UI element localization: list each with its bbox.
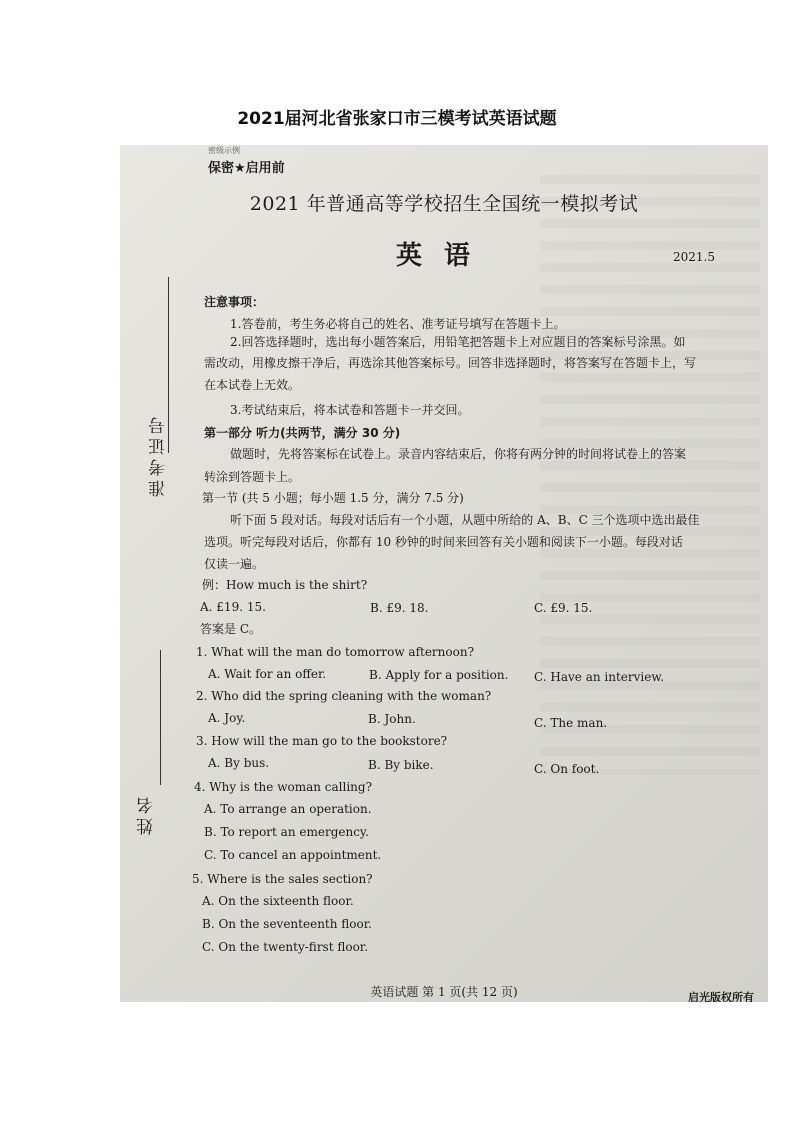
question-4-option-c: C. To cancel an appointment. [204,848,382,862]
section1-heading: 第一节 (共 5 小题；每小题 1.5 分，满分 7.5 分) [202,491,464,505]
question-1-option-c: C. Have an interview. [534,670,665,684]
notice-heading: 注意事项： [204,295,265,309]
name-line [160,650,161,785]
header-stamp: 密级示例 [208,146,240,155]
exam-title: 2021 年普通高等学校招生全国统一模拟考试 [249,193,639,215]
section1-instr-c: 仅读一遍。 [204,557,265,571]
question-2-option-c: C. The man. [534,716,608,730]
question-3-option-c: C. On foot. [534,762,600,776]
document-title: 2021届河北省张家口市三模考试英语试题 [237,109,557,129]
part1-intro-a: 做题时，先将答案标在试卷上。录音内容结束后，你将有两分钟的时间将试卷上的答案 [230,447,687,461]
notice-line-1: 1.答卷前，考生务必将自己的姓名、准考证号填写在答题卡上。 [230,317,566,331]
question-3-option-b: B. By bike. [368,758,434,772]
part1-heading: 第一部分 听力(共两节，满分 30 分) [204,426,401,440]
example-option-a: A. £19. 15. [200,600,266,614]
question-1-option-a: A. Wait for an offer. [208,667,327,681]
name-label: 姓名 [137,793,157,835]
exam-number-label: 准考证号 [149,413,169,497]
example-option-b: B. £9. 18. [370,601,429,615]
notice-line-2a: 2.回答选择题时，选出每小题答案后，用铅笔把答题卡上对应题目的答案标号涂黑。如 [230,335,686,349]
confidential-label: 保密★启用前 [208,161,285,176]
question-5-option-a: A. On the sixteenth floor. [202,894,354,908]
section1-instr-a: 听下面 5 段对话。每段对话后有一个小题，从题中所给的 A、B、C 三个选项中选出最佳 [230,513,700,527]
example-option-c: C. £9. 15. [534,601,593,615]
example-answer: 答案是 C。 [200,622,261,636]
subject-title: 英语 [395,241,492,271]
page-footer: 英语试题 第 1 页(共 12 页) [370,985,518,999]
question-4-option-a: A. To arrange an operation. [204,802,372,816]
question-4: 4. Why is the woman calling? [194,780,373,794]
question-4-option-b: B. To report an emergency. [204,825,369,839]
question-2: 2. Who did the spring cleaning with the woman? [196,689,492,703]
question-2-option-b: B. John. [368,712,416,726]
question-2-option-a: A. Joy. [208,711,246,725]
copyright-mark: 启光版权所有 [688,991,754,1002]
question-5-option-c: C. On the twenty-first floor. [202,940,369,954]
question-5: 5. Where is the sales section? [192,872,373,886]
section1-instr-b: 选项。听完每段对话后，你都有 10 秒钟的时间来回答有关小题和阅读下一小题。每段对话 [204,535,683,549]
exam-page-photo [120,145,768,1002]
notice-line-3: 3.考试结束后，将本试卷和答题卡一并交回。 [230,403,470,417]
part1-intro-b: 转涂到答题卡上。 [204,470,301,484]
exam-date: 2021.5 [673,250,715,264]
question-3: 3. How will the man go to the bookstore? [196,734,448,748]
question-3-option-a: A. By bus. [208,756,270,770]
question-5-option-b: B. On the seventeenth floor. [202,917,372,931]
question-1-option-b: B. Apply for a position. [369,668,509,682]
question-1: 1. What will the man do tomorrow afternoon? [196,645,475,659]
notice-line-2c: 在本试卷上无效。 [204,378,301,392]
example-question: 例：How much is the shirt? [202,578,368,592]
notice-line-2b: 需改动，用橡皮擦干净后，再选涂其他答案标号。回答非选择题时，将答案写在答题卡上，写 [204,356,697,370]
